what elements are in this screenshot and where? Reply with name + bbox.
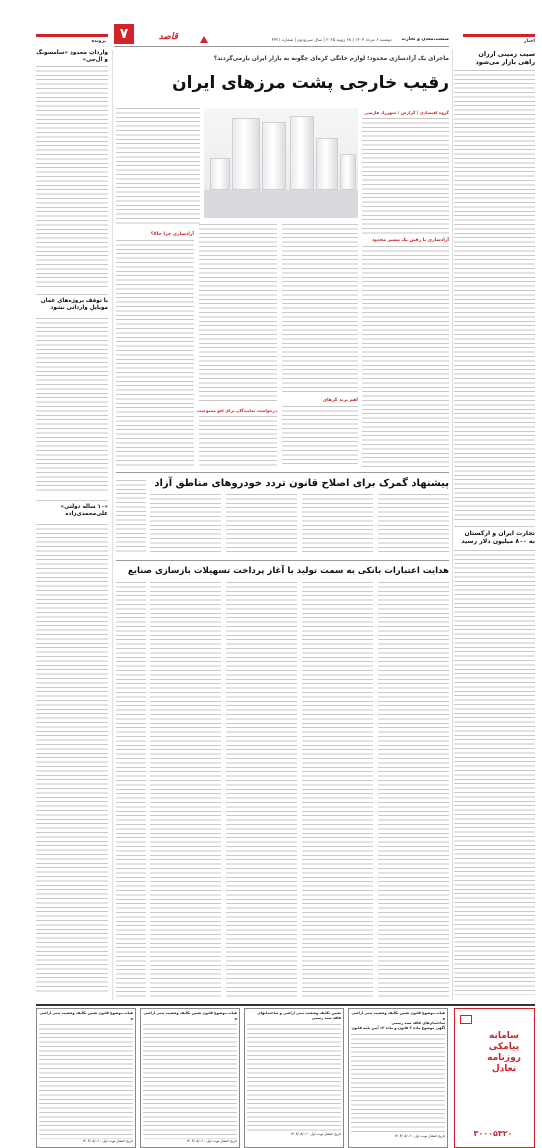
sms-ad-title: سامانه پیامکی روزنامه تعادل xyxy=(487,1031,521,1074)
envelope-icon xyxy=(460,1015,472,1024)
right-headline-1 xyxy=(454,50,535,66)
page-number: ۷ xyxy=(119,26,129,42)
left-text-1 xyxy=(36,66,108,290)
right-section-tab xyxy=(463,34,535,44)
lead-text-left-1 xyxy=(116,108,200,226)
lead-text-left-2 xyxy=(199,224,277,404)
notice-2-line-1: تعیین تکلیف وضعیت ثبتی اراضی و ساختمانهای xyxy=(257,1011,341,1015)
inline-head-2: آزادسازی چرا حالا؟ xyxy=(150,232,194,237)
left-headline-3-title: «۱۰ ساله دولتی» xyxy=(60,504,108,510)
right-section-label: اخبار xyxy=(523,39,535,44)
notice-4-footer: تاریخ انتشار نوبت اول : ۱۴۰۴/۰۵/۰۶ xyxy=(82,1139,133,1143)
notice-4-line-1: هیات موضوع قانون تعیین تکلیف وضعیت ثبتی اراضی و xyxy=(39,1011,133,1020)
left-section-label: پرونده xyxy=(91,39,106,44)
inline-head-1: آزادسازی با رفتن یک مسیر محدود xyxy=(371,238,449,243)
right-text-1 xyxy=(454,70,535,522)
customs-text-5 xyxy=(116,480,146,554)
bank-text-3 xyxy=(226,582,297,1000)
notice-3-line-1: هیات موضوع قانون تعیین تکلیف وضعیت ثبتی اراضی و xyxy=(143,1011,237,1020)
right-headline-2-title: تجارت ایران و ارکستان xyxy=(464,530,535,537)
left-headline-1-title: وارداتِ محدودِ «سامسونگ و ال‌جی» xyxy=(36,50,108,63)
bank-text-5 xyxy=(116,582,146,1000)
customs-text-4 xyxy=(150,494,221,554)
notice-1-line-2: ساختمان‌های فاقد سند رسمی xyxy=(391,1021,445,1025)
notice-4 xyxy=(36,1008,136,1148)
left-text-3 xyxy=(36,524,108,994)
left-headline-3 xyxy=(36,504,108,518)
left-section-tab xyxy=(36,34,108,44)
headline-bank: هدایت اعتبارات بانکی به سمت تولید با آغاز پرداخت تسهیلات بازسازی صنایع xyxy=(127,566,449,576)
notice-2-line-2: فاقد سند رسمی xyxy=(311,1016,341,1020)
red-triangle-icon xyxy=(200,36,208,43)
notice-3 xyxy=(140,1008,240,1148)
left-headline-3-sub: علی‌محمدی‌زاده xyxy=(65,511,108,517)
right-headline-2 xyxy=(454,530,535,546)
left-column xyxy=(36,50,108,1000)
left-text-2 xyxy=(36,318,108,494)
notice-1-line-3: آگهی موضوع ماده ۳ قانون و ماده ۱۳ آیین نامه قانون xyxy=(351,1026,445,1030)
lead-kicker: ماجرای یک آزادسازی محدود؛ لوازم خانگی کره‌ای چگونه به بازار ایران بازمی‌گردند؟ xyxy=(213,56,449,62)
sms-ad-box xyxy=(454,1008,535,1148)
page-header xyxy=(0,0,542,46)
customs-text-3 xyxy=(226,494,297,554)
notice-1-line-1: هیات موضوع قانون تعیین تکلیف وضعیت ثبتی اراضی و xyxy=(351,1011,445,1020)
notice-1 xyxy=(348,1008,448,1148)
bank-text-1 xyxy=(378,582,449,1000)
left-headline-2-title: با توقف بروژه‌های عمان موبایلِ وارداتی نشود xyxy=(40,298,108,311)
notice-1-footer: تاریخ انتشار نوبت اول : ۱۴۰۴/۰۵/۰۶ xyxy=(394,1134,445,1138)
notice-2-footer: تاریخ انتشار نوبت اول : ۱۴۰۴/۰۵/۰۶ xyxy=(290,1132,341,1136)
right-headline-2-sub: به ۸۰۰ میلیون دلار رسید xyxy=(461,538,535,545)
logo xyxy=(152,32,178,44)
notice-2 xyxy=(244,1008,344,1148)
lead-text-left-3 xyxy=(199,416,277,466)
left-headline-1 xyxy=(36,50,108,64)
legal-notices xyxy=(36,1008,448,1148)
lead-text-right-2 xyxy=(362,246,449,468)
lead-text-mid-1 xyxy=(282,224,358,394)
left-page-badge xyxy=(114,24,134,44)
inline-head-4: اهم برند کرهای xyxy=(322,398,358,403)
appliances-photo xyxy=(204,108,358,218)
lead-byline: گروه اقتصادی | گزارش : شهرزاد فارسی xyxy=(364,110,449,115)
issue-line: دوشنبه ۶ مرداد ۱۴۰۴ | ۲۸ ژوییه ۲۰۲۵ | سال سی‌ودوم | شماره ۴۳۲۱ xyxy=(271,37,392,42)
customs-text-1 xyxy=(378,494,449,554)
customs-text-2 xyxy=(302,494,373,554)
bank-text-4 xyxy=(150,582,221,1000)
inline-head-3: درخواست نمایندگان برای لغو ممنوعیت xyxy=(196,408,277,413)
logo-text: قاصد xyxy=(158,32,178,42)
right-text-2 xyxy=(454,550,535,995)
right-column xyxy=(454,50,535,1000)
lead-text-right-1 xyxy=(362,118,449,234)
lead-title: رقیب خارجی پشت مرزهای ایران xyxy=(172,73,449,93)
notice-3-footer: تاریخ انتشار نوبت اول : ۱۴۰۴/۰۵/۰۶ xyxy=(186,1139,237,1143)
left-headline-2 xyxy=(36,298,108,312)
section-title: صنعت،معدن و تجارت xyxy=(401,37,449,42)
lead-text-mid-2 xyxy=(282,406,358,466)
sms-ad-number: ۳۰۰۰۵۳۲۰ xyxy=(473,1129,513,1138)
bank-text-2 xyxy=(302,582,373,1000)
headline-customs: پیشنهاد گمرک برای اصلاح قانون تردد خودروهای مناطق آزاد xyxy=(154,478,449,489)
right-headline-1-sub: راهی بازار می‌شود xyxy=(475,58,535,66)
right-headline-1-title: سیب زمینی ارزان xyxy=(478,50,535,58)
lead-text-left-4 xyxy=(116,240,194,466)
